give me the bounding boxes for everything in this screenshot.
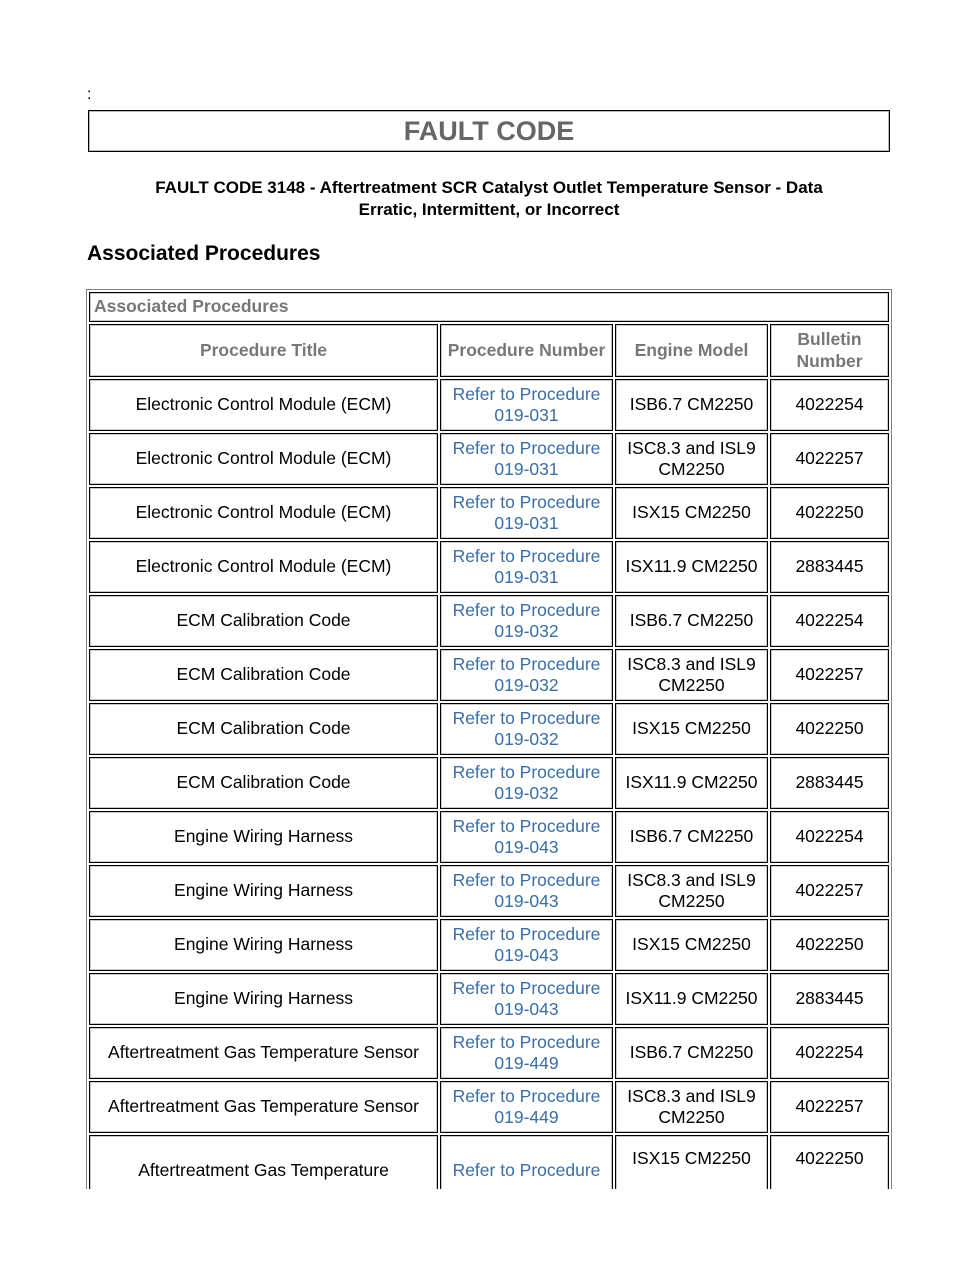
procedure-link[interactable]: Refer to Procedure 019-032	[440, 757, 613, 809]
procedure-link[interactable]: Refer to Procedure 019-043	[440, 973, 613, 1025]
procedure-link[interactable]: Refer to Procedure 019-031	[440, 433, 613, 485]
bulletin-number-cell: 4022250	[770, 1135, 889, 1189]
procedure-link[interactable]: Refer to Procedure 019-449	[440, 1081, 613, 1133]
engine-model-cell: ISX15 CM2250	[615, 919, 768, 971]
bulletin-number-cell: 4022257	[770, 865, 889, 917]
engine-model-cell: ISX11.9 CM2250	[615, 541, 768, 593]
table-caption: Associated Procedures	[89, 292, 889, 322]
table-row	[89, 1135, 889, 1189]
procedure-link[interactable]: Refer to Procedure 019-449	[440, 1027, 613, 1079]
procedure-title-cell: ECM Calibration Code	[89, 757, 438, 809]
procedure-title-cell: Electronic Control Module (ECM)	[89, 541, 438, 593]
bulletin-number-cell: 4022250	[770, 487, 889, 539]
procedure-link[interactable]: Refer to Procedure 019-043	[440, 865, 613, 917]
procedure-title-cell: Engine Wiring Harness	[89, 811, 438, 863]
table-row	[89, 487, 889, 539]
header-procedure-title: Procedure Title	[89, 324, 438, 377]
bulletin-number-cell: 2883445	[770, 541, 889, 593]
procedure-title-cell: Electronic Control Module (ECM)	[89, 433, 438, 485]
fault-title-line-2: Erratic, Intermittent, or Incorrect	[358, 200, 620, 219]
table-row	[89, 1081, 889, 1133]
table-row	[89, 1027, 889, 1079]
procedure-link[interactable]: Refer to Procedure 019-032	[440, 649, 613, 701]
procedure-title-cell: ECM Calibration Code	[89, 703, 438, 755]
engine-model-cell: ISX15 CM2250	[615, 487, 768, 539]
engine-model-cell: ISB6.7 CM2250	[615, 379, 768, 431]
engine-model-cell: ISB6.7 CM2250	[615, 1027, 768, 1079]
table-row	[89, 811, 889, 863]
table-row	[89, 865, 889, 917]
table-row	[89, 757, 889, 809]
table-row	[89, 649, 889, 701]
fault-title-line-1: FAULT CODE 3148 - Aftertreatment SCR Catalyst Outlet Temperature Sensor - Data	[155, 178, 823, 197]
procedure-title-cell: Aftertreatment Gas Temperature	[89, 1135, 438, 1189]
procedure-link[interactable]: Refer to Procedure 019-032	[440, 595, 613, 647]
procedure-link[interactable]: Refer to Procedure 019-032	[440, 703, 613, 755]
table-row	[89, 541, 889, 593]
bulletin-number-cell: 4022254	[770, 379, 889, 431]
fault-code-title	[88, 177, 890, 221]
engine-model-cell: ISB6.7 CM2250	[615, 811, 768, 863]
procedure-title-cell: Engine Wiring Harness	[89, 865, 438, 917]
procedure-link[interactable]: Refer to Procedure 019-043	[440, 919, 613, 971]
header-engine-model: Engine Model	[615, 324, 768, 377]
procedure-title-cell: Engine Wiring Harness	[89, 919, 438, 971]
table-row	[89, 973, 889, 1025]
bulletin-number-cell: 4022250	[770, 919, 889, 971]
engine-model-cell: ISC8.3 and ISL9 CM2250	[615, 1081, 768, 1133]
procedure-title-cell: Aftertreatment Gas Temperature Sensor	[89, 1027, 438, 1079]
bulletin-number-cell: 4022254	[770, 595, 889, 647]
procedures-table	[86, 289, 892, 1189]
table-row	[89, 379, 889, 431]
engine-model-cell: ISC8.3 and ISL9 CM2250	[615, 649, 768, 701]
procedure-title-cell: Electronic Control Module (ECM)	[89, 379, 438, 431]
page-colon: :	[87, 86, 92, 103]
banner-title: FAULT CODE	[403, 115, 575, 146]
bulletin-number-cell: 4022250	[770, 703, 889, 755]
engine-model-cell: ISB6.7 CM2250	[615, 595, 768, 647]
table-row	[89, 433, 889, 485]
procedure-link[interactable]: Refer to Procedure 019-031	[440, 541, 613, 593]
header-procedure-number: Procedure Number	[440, 324, 613, 377]
bulletin-number-cell: 4022257	[770, 1081, 889, 1133]
procedure-title-cell: Aftertreatment Gas Temperature Sensor	[89, 1081, 438, 1133]
bulletin-number-cell: 4022254	[770, 811, 889, 863]
table-header-row	[89, 324, 889, 377]
bulletin-number-cell: 2883445	[770, 757, 889, 809]
procedure-link[interactable]: Refer to Procedure	[440, 1135, 613, 1189]
engine-model-cell: ISC8.3 and ISL9 CM2250	[615, 865, 768, 917]
procedure-link[interactable]: Refer to Procedure 019-031	[440, 379, 613, 431]
bulletin-number-cell: 4022254	[770, 1027, 889, 1079]
fault-code-banner	[88, 110, 890, 152]
bulletin-number-cell: 2883445	[770, 973, 889, 1025]
procedure-title-cell: ECM Calibration Code	[89, 649, 438, 701]
table-row	[89, 595, 889, 647]
procedure-link[interactable]: Refer to Procedure 019-043	[440, 811, 613, 863]
procedure-link[interactable]: Refer to Procedure 019-031	[440, 487, 613, 539]
engine-model-cell: ISX11.9 CM2250	[615, 757, 768, 809]
procedure-title-cell: Engine Wiring Harness	[89, 973, 438, 1025]
header-bulletin-number: Bulletin Number	[770, 324, 889, 377]
engine-model-cell: ISX15 CM2250	[615, 703, 768, 755]
procedure-title-cell: Electronic Control Module (ECM)	[89, 487, 438, 539]
section-heading: Associated Procedures	[87, 242, 321, 265]
table-row	[89, 703, 889, 755]
bulletin-number-cell: 4022257	[770, 433, 889, 485]
table-row	[89, 919, 889, 971]
procedure-title-cell: ECM Calibration Code	[89, 595, 438, 647]
engine-model-cell: ISX15 CM2250	[615, 1135, 768, 1189]
procedures-table-wrapper	[86, 289, 892, 1189]
bulletin-number-cell: 4022257	[770, 649, 889, 701]
engine-model-cell: ISX11.9 CM2250	[615, 973, 768, 1025]
engine-model-cell: ISC8.3 and ISL9 CM2250	[615, 433, 768, 485]
